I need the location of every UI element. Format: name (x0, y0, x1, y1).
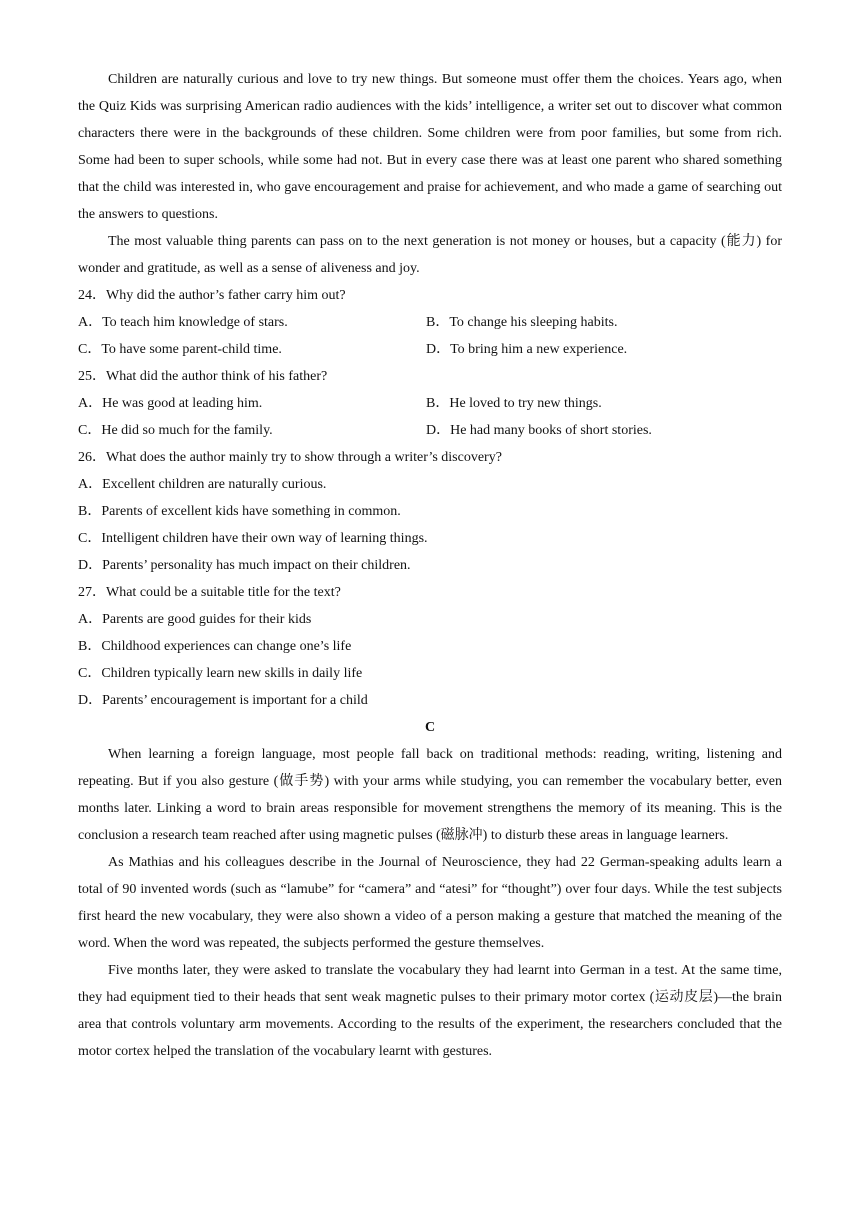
passage-paragraph: Children are naturally curious and love to try new things. But someone must offer them the choices. Years ago, when the Quiz Kids was surprising American radio audiences with the kids’ intelligence, a writer set out to discover what common characters there were in the backgrounds of these children. Some children were from poor families, but some from rich. Some had been to super schools, while some had not. But in every case there was at least one parent who shared something that the child was interested in, who gave encouragement and praise for achievement, and who made a game of searching out the answers to questions. (78, 72, 782, 222)
question-24-options-row-2 (78, 336, 782, 363)
option-25-c: C．He did so much for the family. (78, 423, 273, 438)
question-25-options-row-1 (78, 390, 782, 417)
option-26-b: B．Parents of excellent kids have something in common. (78, 504, 401, 519)
section-c-paragraph: Five months later, they were asked to translate the vocabulary they had learnt into German in a test. At the same time, they had equipment tied to their heads that sent weak magnetic pulses to their primary motor cortex (运动皮层)—the brain area that controls voluntary arm movements. According to the results of the experiment, the researchers concluded that the motor cortex helped the translation of the vocabulary learnt with gestures. (78, 963, 782, 1059)
option-27-c: C．Children typically learn new skills in daily life (78, 666, 363, 681)
option-27-d: D．Parents’ encouragement is important for a child (78, 693, 368, 708)
question-24-stem: 24．Why did the author’s father carry him out? (78, 288, 346, 303)
question-25-stem: 25．What did the author think of his father? (78, 369, 328, 384)
option-24-b: B．To change his sleeping habits. (426, 315, 618, 330)
document-page (78, 66, 782, 1065)
section-c-heading: C (424, 720, 436, 735)
option-24-a: A．To teach him knowledge of stars. (78, 315, 288, 330)
option-27-b: B．Childhood experiences can change one’s life (78, 639, 352, 654)
option-27-a: A．Parents are good guides for their kids (78, 612, 312, 627)
option-26-d: D．Parents’ personality has much impact on their children. (78, 558, 411, 573)
option-24-d: D．To bring him a new experience. (426, 342, 628, 357)
option-25-a: A．He was good at leading him. (78, 396, 263, 411)
option-26-c: C．Intelligent children have their own way of learning things. (78, 531, 428, 546)
question-24-options-row-1 (78, 309, 782, 336)
question-25-options-row-2 (78, 417, 782, 444)
passage-paragraph: The most valuable thing parents can pass on to the next generation is not money or houses, but a capacity (能力) for wonder and gratitude, as well as a sense of aliveness and joy. (78, 234, 782, 276)
option-24-c: C．To have some parent-child time. (78, 342, 282, 357)
option-25-b: B．He loved to try new things. (426, 396, 602, 411)
option-25-d: D．He had many books of short stories. (426, 423, 652, 438)
section-c-paragraph: As Mathias and his colleagues describe in the Journal of Neuroscience, they had 22 German-speaking adults learn a total of 90 invented words (such as “lamube” for “camera” and “atesi” for “thought”) over four days. While the test subjects first heard the new vocabulary, they were also shown a video of a person making a gesture that matched the meaning of the word. When the word was repeated, the subjects performed the gesture themselves. (78, 855, 782, 951)
section-c-paragraph: When learning a foreign language, most people fall back on traditional methods: reading, writing, listening and repeating. But if you also gesture (做手势) with your arms while studying, you can remember the vocabulary better, even months later. Linking a word to brain areas responsible for movement strengthens the memory of its meaning. This is the conclusion a research team reached after using magnetic pulses (磁脉冲) to disturb these areas in language learners. (78, 747, 782, 843)
question-27-stem: 27．What could be a suitable title for the text? (78, 585, 341, 600)
question-26-stem: 26．What does the author mainly try to show through a writer’s discovery? (78, 450, 502, 465)
option-26-a: A．Excellent children are naturally curious. (78, 477, 327, 492)
